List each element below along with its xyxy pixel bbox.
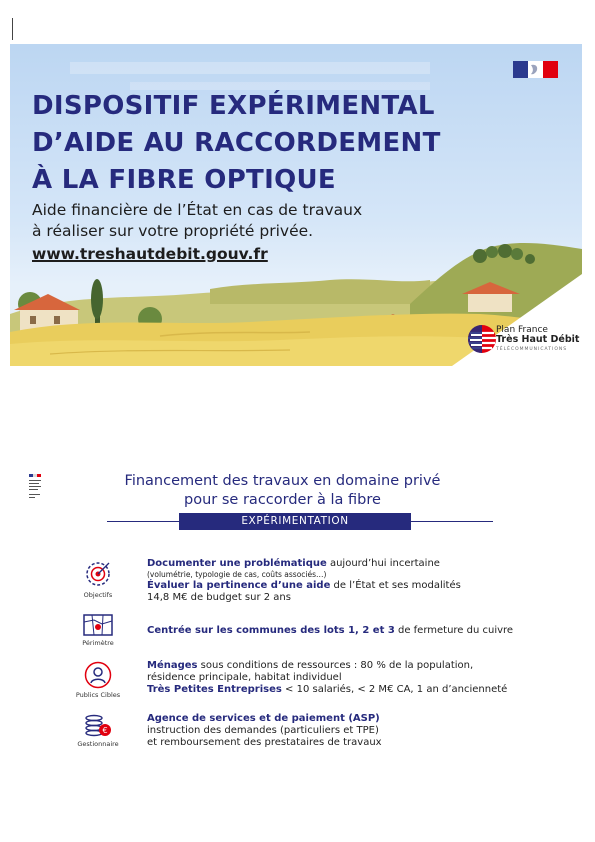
bold-phrase: Ménages bbox=[147, 660, 198, 671]
plain-phrase: et remboursement des prestataires de travaux bbox=[147, 737, 382, 748]
icon-label: Publics Cibles bbox=[75, 691, 121, 699]
plain-phrase: < 10 salariés, < 2 M€ CA, 1 an d’ancienneté bbox=[281, 684, 508, 695]
banner-subtitle bbox=[32, 200, 452, 242]
bold-phrase: Centrée sur les communes des lots 1, 2 et 3 bbox=[147, 625, 395, 636]
plan-france-thd-wordmark bbox=[496, 325, 579, 355]
icon-label: Périmètre bbox=[82, 639, 114, 647]
perimeter-text bbox=[147, 625, 577, 637]
perimeter-icon-block bbox=[70, 612, 126, 647]
website-link[interactable]: www.treshautdebit.gouv.fr bbox=[32, 245, 268, 263]
audience-icon-block bbox=[70, 660, 126, 699]
svg-text:€: € bbox=[102, 726, 108, 735]
map-perimeter-icon bbox=[82, 612, 114, 638]
text-line bbox=[147, 725, 577, 737]
bold-phrase: Évaluer la pertinence d’une aide bbox=[147, 580, 331, 591]
banner-title-line: D’AIDE AU RACCORDEMENT bbox=[32, 128, 441, 158]
icon-label: Gestionnaire bbox=[77, 740, 119, 748]
plain-phrase: 14,8 M€ de budget sur 2 ans bbox=[147, 592, 291, 603]
divider bbox=[411, 521, 493, 522]
bold-phrase: Très Petites Entreprises bbox=[147, 684, 282, 695]
text-line bbox=[147, 684, 577, 696]
objectives-icon-block bbox=[70, 560, 126, 599]
text-line bbox=[147, 625, 577, 637]
banner-title-line: À LA FIBRE OPTIQUE bbox=[32, 165, 336, 195]
banner-subtitle-line: à réaliser sur votre propriété privée. bbox=[32, 222, 314, 240]
logo-line: Très Haut Débit bbox=[496, 334, 580, 345]
scan-mark bbox=[12, 18, 13, 40]
manager-text bbox=[147, 713, 577, 749]
bold-phrase: Documenter une problématique bbox=[147, 558, 327, 569]
small-note: (volumétrie, typologie de cas, coûts associés…) bbox=[147, 570, 327, 579]
logo-line: Plan France bbox=[496, 325, 548, 335]
plain-phrase: résidence principale, habitat individuel bbox=[147, 672, 342, 683]
manager-icon-block bbox=[70, 711, 126, 748]
text-line bbox=[147, 580, 577, 592]
plain-phrase: sous conditions de ressources : 80 % de la population, bbox=[197, 660, 474, 671]
marianne-logo-icon bbox=[28, 473, 42, 501]
hero-banner bbox=[10, 44, 582, 366]
section-title-line: Financement des travaux en domaine privé bbox=[124, 473, 441, 489]
section-title bbox=[100, 472, 465, 510]
banner-title-line: DISPOSITIF EXPÉRIMENTAL bbox=[32, 91, 435, 121]
divider bbox=[107, 521, 179, 522]
logo-line: TÉLÉCOMMUNICATIONS bbox=[496, 347, 568, 352]
plain-phrase: aujourd’hui incertaine bbox=[326, 558, 440, 569]
text-line bbox=[147, 592, 577, 604]
banner-subtitle-line: Aide financière de l’État en cas de travaux bbox=[32, 201, 363, 219]
plain-phrase: de fermeture du cuivre bbox=[394, 625, 514, 636]
plain-phrase: de l’État et ses modalités bbox=[330, 580, 461, 591]
target-gear-icon bbox=[83, 560, 113, 590]
plain-phrase: instruction des demandes (particuliers et TPE) bbox=[147, 725, 379, 736]
text-line bbox=[147, 713, 577, 725]
objectives-text bbox=[147, 558, 577, 604]
text-line bbox=[147, 737, 577, 749]
text-line bbox=[147, 672, 577, 684]
experimentation-badge: EXPÉRIMENTATION bbox=[179, 513, 411, 530]
icon-label: Objectifs bbox=[83, 591, 113, 599]
section-title-line: pour se raccorder à la fibre bbox=[184, 492, 381, 508]
coins-euro-icon bbox=[83, 711, 113, 739]
text-line bbox=[147, 558, 577, 570]
bold-phrase: Agence de services et de paiement (ASP) bbox=[147, 713, 380, 724]
person-target-icon bbox=[83, 660, 113, 690]
audience-text bbox=[147, 660, 577, 696]
french-republic-logo bbox=[513, 61, 558, 78]
text-line bbox=[147, 660, 577, 672]
banner-title bbox=[32, 88, 492, 199]
